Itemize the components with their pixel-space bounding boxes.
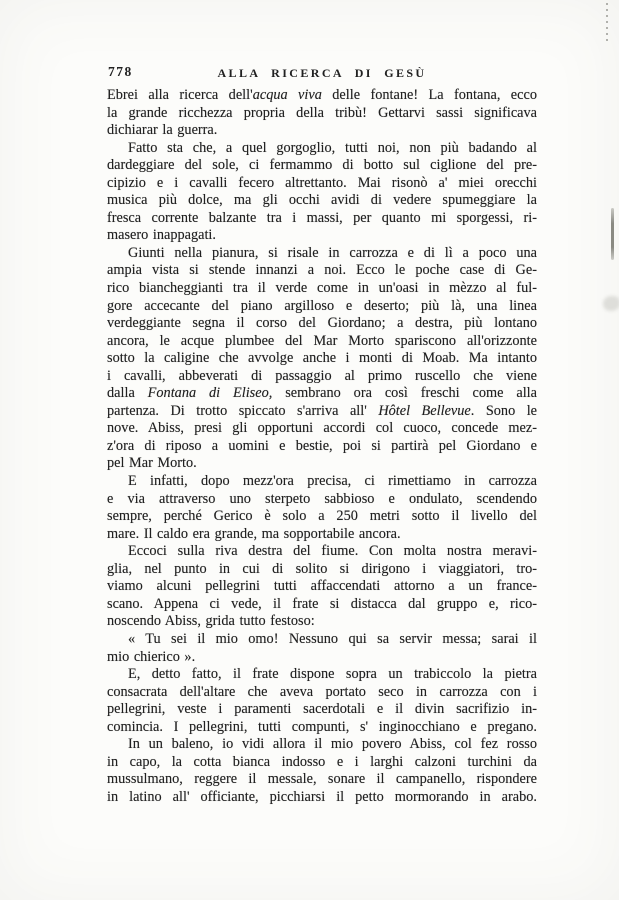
text-line bbox=[107, 122, 537, 140]
text-run: gore accecante del piano argilloso e deserto; più là, una linea bbox=[107, 297, 537, 314]
text-run: Ebrei alla ricerca dell' bbox=[107, 87, 253, 103]
paragraph bbox=[107, 245, 537, 473]
text-line bbox=[107, 280, 537, 298]
paragraph bbox=[107, 543, 537, 631]
text-line bbox=[107, 140, 537, 158]
text-line bbox=[107, 789, 537, 807]
paragraph bbox=[107, 736, 537, 806]
text-run: dichiarar la guerra. bbox=[107, 122, 218, 139]
text-line bbox=[107, 420, 537, 438]
text-run: fresca corrente balzante tra i massi, per quanto mi sporgessi, ri- bbox=[107, 209, 537, 226]
text-line bbox=[107, 333, 537, 351]
text-line bbox=[107, 262, 537, 280]
text-run: cipizio e i cavalli fecero altrettanto. Mai risonò a' miei orecchi bbox=[107, 174, 537, 191]
text-run: consacrata dell'altare che aveva portato seco in carrozza con i bbox=[107, 683, 537, 700]
paragraph bbox=[107, 631, 537, 666]
text-run: E infatti, dopo mezz'ora precisa, ci rimettiamo in carrozza bbox=[128, 473, 537, 490]
text-line bbox=[107, 736, 537, 754]
text-line bbox=[107, 315, 537, 333]
text-run: z'ora di riposo a uomini e bestie, poi si partirà pel Giordano e bbox=[107, 437, 537, 454]
italic-text: Fontana di Eliseo, bbox=[147, 385, 273, 402]
text-run: noscendo Abiss, grida tutto festoso: bbox=[107, 613, 315, 630]
text-line bbox=[107, 105, 537, 123]
text-run: dardeggiare del sole, ci fermammo di botto sul ciglione del pre- bbox=[107, 157, 537, 174]
text-run: « Tu sei il mio omo! Nessuno qui sa servir messa; sarai il bbox=[128, 630, 537, 647]
text-run: mio chierico ». bbox=[107, 648, 196, 665]
text-run: in capo, la cotta bianca indosso e i larghi calzoni turchini da bbox=[107, 753, 537, 770]
page-header bbox=[107, 64, 537, 81]
text-line bbox=[107, 578, 537, 596]
text-line bbox=[107, 526, 537, 544]
text-line bbox=[107, 227, 537, 245]
text-run: nove. Abiss, presi gli opportuni accordi col cuoco, concede mez- bbox=[107, 420, 537, 437]
text-run: sempre, perché Gerico è solo a 250 metri sotto il livello del bbox=[107, 508, 537, 525]
text-line bbox=[107, 385, 537, 403]
text-run: sotto la caligine che avvolge anche i monti di Moab. Ma intanto bbox=[107, 350, 537, 367]
text-block bbox=[107, 87, 537, 806]
text-line bbox=[107, 175, 537, 193]
text-run: viamo alcuni pellegrini tutti affaccendati attorno a un france- bbox=[107, 578, 537, 595]
text-line bbox=[107, 438, 537, 456]
paragraph bbox=[107, 473, 537, 543]
text-line bbox=[107, 403, 537, 421]
text-line bbox=[107, 701, 537, 719]
text-run: e via attraverso uno sterpeto sabbioso e ondulato, scendendo bbox=[107, 490, 537, 507]
text-run: glia, nel punto in cui di solito si dirigono i viaggiatori, tro- bbox=[107, 560, 537, 577]
text-run: mussulmano, reggere il messale, sonare il campanello, rispondere bbox=[107, 771, 537, 788]
text-line bbox=[107, 245, 537, 263]
page-number: 778 bbox=[108, 64, 133, 79]
text-line bbox=[107, 561, 537, 579]
italic-text: acqua viva bbox=[252, 87, 322, 103]
text-line bbox=[107, 771, 537, 789]
text-run: . Sono le bbox=[470, 402, 537, 419]
text-run: rico biancheggianti tra il verde come in un'oasi in mèzzo al ful- bbox=[107, 280, 537, 297]
text-line bbox=[107, 543, 537, 561]
text-run: i cavalli, abbeverati di passaggio al primo ruscello che viene bbox=[107, 367, 537, 384]
text-run: Fatto sta che, a quel gorgoglio, tutti noi, non più badando al bbox=[128, 139, 537, 156]
text-line bbox=[107, 666, 537, 684]
text-run: pellegrini, veste i paramenti sacerdotali e il divin sacrifizio in- bbox=[107, 701, 537, 718]
text-run: pel Mar Morto. bbox=[107, 455, 197, 472]
text-line bbox=[107, 631, 537, 649]
text-run: Giunti nella pianura, si risale in carrozza e di lì a poco una bbox=[128, 244, 537, 261]
italic-text: Hôtel Bellevue bbox=[378, 402, 471, 419]
text-line bbox=[107, 596, 537, 614]
text-run: dalla bbox=[107, 385, 148, 402]
paragraph bbox=[107, 140, 537, 245]
text-run: Eccoci sulla riva destra del fiume. Con molta nostra meravi- bbox=[128, 543, 537, 560]
text-line bbox=[107, 298, 537, 316]
text-run: delle fontane! La fontana, ecco bbox=[321, 87, 537, 103]
text-run: comincia. I pellegrini, tutti compunti, s' inginocchiano e pregano. bbox=[107, 718, 537, 735]
text-line bbox=[107, 719, 537, 737]
text-run: In un baleno, io vidi allora il mio povero Abiss, col fez rosso bbox=[128, 736, 537, 753]
text-run: in latino all' officiante, picchiarsi il petto mormorando in arabo. bbox=[107, 788, 537, 805]
scan-artifact-dash bbox=[611, 208, 614, 260]
text-line bbox=[107, 192, 537, 210]
scan-artifact-blob bbox=[603, 296, 619, 311]
paragraph bbox=[107, 87, 537, 140]
text-line bbox=[107, 508, 537, 526]
text-run: sembrano ora così freschi come alla bbox=[272, 385, 537, 402]
text-line bbox=[107, 613, 537, 631]
text-run: scano. Appena ci vede, il frate si distacca dal gruppo e, rico- bbox=[107, 595, 537, 612]
text-run: la grande ricchezza propria della tribù! Gettarvi sassi significava bbox=[107, 104, 537, 121]
text-line bbox=[107, 350, 537, 368]
text-line bbox=[107, 87, 537, 105]
text-line bbox=[107, 368, 537, 386]
running-title: ALLA RICERCA DI GESÙ bbox=[217, 66, 427, 80]
text-line bbox=[107, 210, 537, 228]
text-run: masero inappagati. bbox=[107, 227, 216, 244]
text-line bbox=[107, 473, 537, 491]
text-run: musica più dolce, ma gli occhi avidi di vedere spumeggiare la bbox=[107, 192, 537, 209]
text-line bbox=[107, 649, 537, 667]
text-run: partenza. Di trotto spiccato s'arriva all' bbox=[107, 402, 379, 419]
text-line bbox=[107, 455, 537, 473]
text-line bbox=[107, 684, 537, 702]
text-run: E, detto fatto, il frate dispone sopra un trabiccolo la pietra bbox=[128, 666, 537, 683]
text-line bbox=[107, 491, 537, 509]
paragraph bbox=[107, 666, 537, 736]
text-run: ampia vista si stende innanzi a noi. Ecco le poche case di Ge- bbox=[107, 262, 537, 279]
text-run: verdeggiante segna il corso del Giordano; a destra, più lontano bbox=[107, 315, 537, 332]
scan-artifact-dots bbox=[606, 3, 608, 41]
text-run: ancora, le acque plumbee del Mar Morto spariscono all'orizzonte bbox=[107, 332, 537, 349]
text-line bbox=[107, 754, 537, 772]
text-line bbox=[107, 157, 537, 175]
text-run: mare. Il caldo era grande, ma sopportabile ancora. bbox=[107, 525, 401, 542]
